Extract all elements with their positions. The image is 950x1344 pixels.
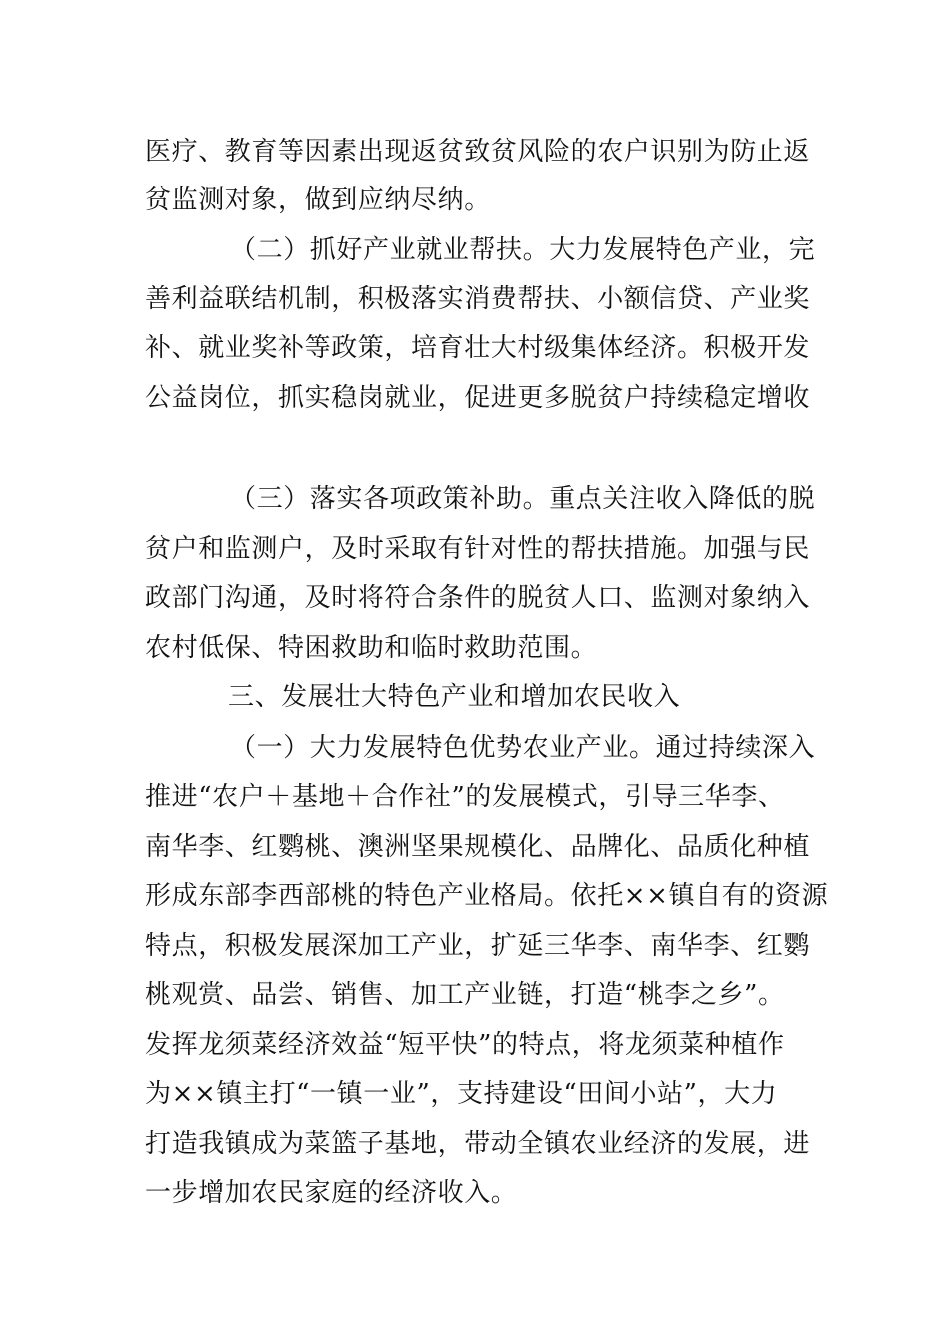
paragraph-4-line-6: 桃观赏、品尝、销售、加工产业链，打造“桃李之乡”。 [145, 980, 785, 1010]
paragraph-4-line-9: 打造我镇成为菜篮子基地，带动全镇农业经济的发展，进 [145, 1129, 811, 1159]
paragraph-1-line-1: 医疗、教育等因素出现返贫致贫风险的农户识别为防止返 [145, 137, 811, 167]
paragraph-2-line-4: 公益岗位，抓实稳岗就业，促进更多脱贫户持续稳定增收 [145, 383, 811, 413]
paragraph-1-line-2: 贫监测对象，做到应纳尽纳。 [145, 185, 491, 215]
paragraph-4-line-2: 推进“农户＋基地＋合作社”的发展模式，引导三华李、 [145, 782, 785, 812]
paragraph-4-line-4: 形成东部李西部桃的特色产业格局。依托××镇自有的资源 [145, 881, 829, 911]
paragraph-3-line-2: 贫户和监测户，及时采取有针对性的帮扶措施。加强与民 [145, 534, 811, 564]
paragraph-4-line-10: 一步增加农民家庭的经济收入。 [145, 1178, 518, 1208]
paragraph-3-line-4: 农村低保、特困救助和临时救助范围。 [145, 633, 598, 663]
paragraph-3-line-1: （三）落实各项政策补助。重点关注收入降低的脱 [230, 484, 816, 514]
paragraph-2-line-2: 善利益联结机制，积极落实消费帮扶、小额信贷、产业奖 [145, 284, 811, 314]
paragraph-4-line-8: 为××镇主打“一镇一业”，支持建设“田间小站”，大力 [145, 1079, 778, 1109]
paragraph-4-line-5: 特点，积极发展深加工产业，扩延三华李、南华李、红鹦 [145, 931, 811, 961]
paragraph-2-line-1: （二）抓好产业就业帮扶。大力发展特色产业，完 [230, 235, 816, 265]
paragraph-4-line-7: 发挥龙须菜经济效益“短平快”的特点，将龙须菜种植作 [145, 1030, 785, 1060]
paragraph-3-line-3: 政部门沟通，及时将符合条件的脱贫人口、监测对象纳入 [145, 583, 811, 613]
section-heading-3: 三、发展壮大特色产业和增加农民收入 [228, 682, 681, 712]
paragraph-4-line-3: 南华李、红鹦桃、澳洲坚果规模化、品牌化、品质化种植 [145, 832, 811, 862]
paragraph-4-line-1: （一）大力发展特色优势农业产业。通过持续深入 [230, 733, 816, 763]
paragraph-2-line-3: 补、就业奖补等政策，培育壮大村级集体经济。积极开发 [145, 333, 811, 363]
